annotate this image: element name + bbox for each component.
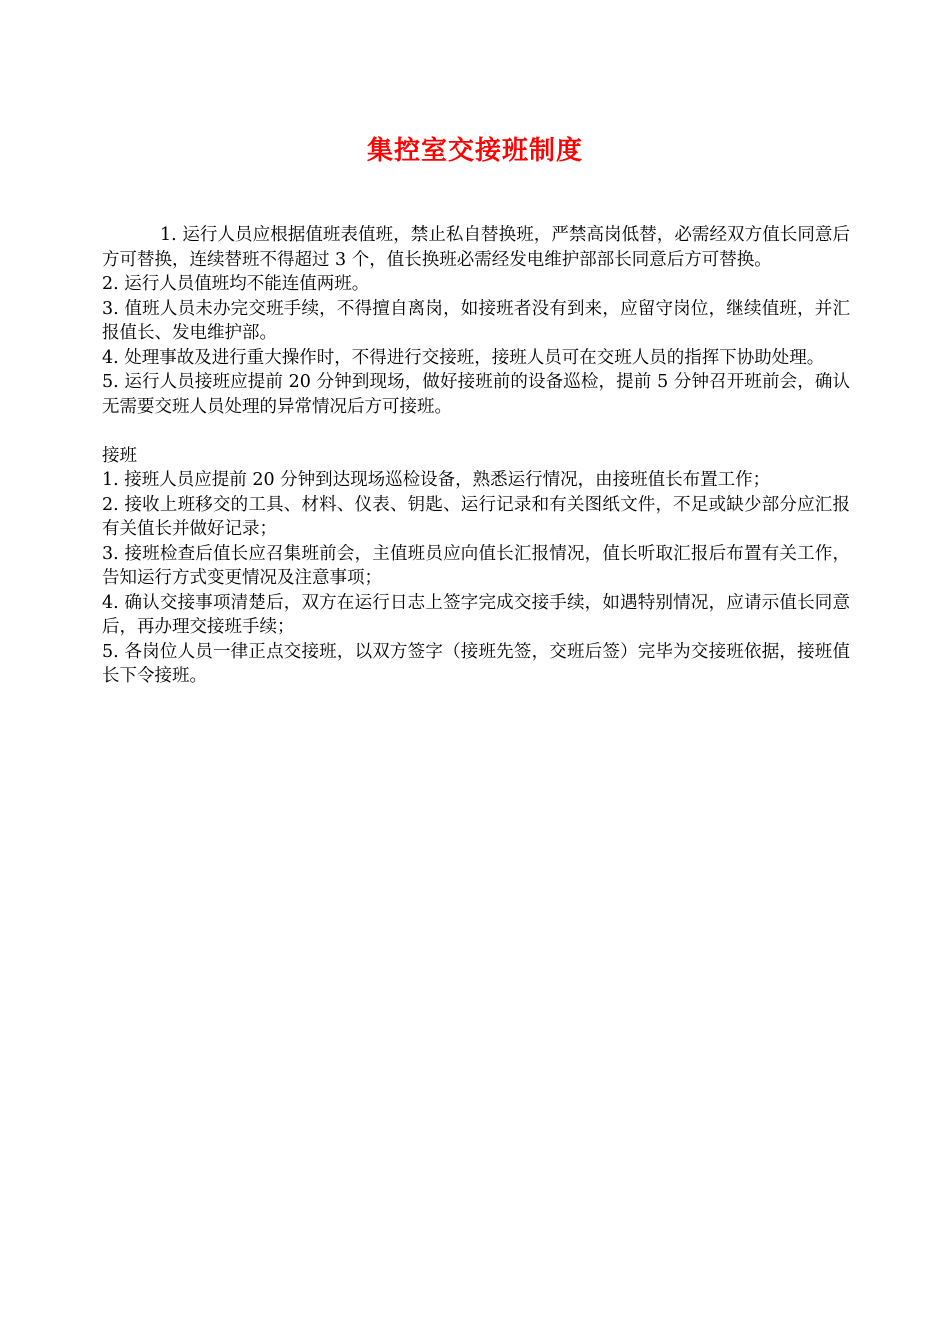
receiving-rule-3: 3. 接班检查后值长应召集班前会，主值班员应向值长汇报情况，值长听取汇报后布置有关工作，告知运行方式变更情况及注意事项； bbox=[102, 543, 850, 588]
handover-rule-3: 3. 值班人员未办完交班手续，不得擅自离岗，如接班者没有到来，应留守岗位，继续值班，并汇报值长、发电维护部。 bbox=[102, 298, 850, 343]
document-title: 集控室交接班制度 bbox=[366, 136, 583, 166]
handover-rule-1: 1. 运行人员应根据值班表值班，禁止私自替换班，严禁高岗低替，必需经双方值长同意后方可替换，连续替班不得超过 3 个，值长换班必需经发电维护部部长同意后方可替换。 bbox=[102, 225, 850, 270]
handover-rule-2: 2. 运行人员值班均不能连值两班。 bbox=[102, 274, 370, 294]
receiving-rule-2: 2. 接收上班移交的工具、材料、仪表、钥匙、运行记录和有关图纸文件，不足或缺少部分应汇报有关值长并做好记录； bbox=[102, 494, 850, 539]
receiving-rule-4: 4. 确认交接事项清楚后，双方在运行日志上签字完成交接手续，如遇特别情况，应请示值长同意后，再办理交接班手续； bbox=[102, 592, 850, 637]
document-body bbox=[102, 223, 850, 689]
section-spacer bbox=[102, 419, 850, 444]
handover-rule-4: 4. 处理事故及进行重大操作时，不得进行交接班，接班人员可在交班人员的指挥下协助处理。 bbox=[102, 347, 825, 368]
receiving-rule-5: 5. 各岗位人员一律正点交接班，以双方签字（接班先签，交班后签）完毕为交接班依据，接班值长下令接班。 bbox=[102, 641, 850, 686]
receiving-heading: 接班 bbox=[102, 445, 137, 466]
receiving-rule-1: 1. 接班人员应提前 20 分钟到达现场巡检设备，熟悉运行情况，由接班值长布置工作； bbox=[102, 470, 771, 490]
handover-rule-5: 5. 运行人员接班应提前 20 分钟到现场，做好接班前的设备巡检，提前 5 分钟召开班前会，确认无需要交班人员处理的异常情况后方可接班。 bbox=[102, 372, 850, 417]
